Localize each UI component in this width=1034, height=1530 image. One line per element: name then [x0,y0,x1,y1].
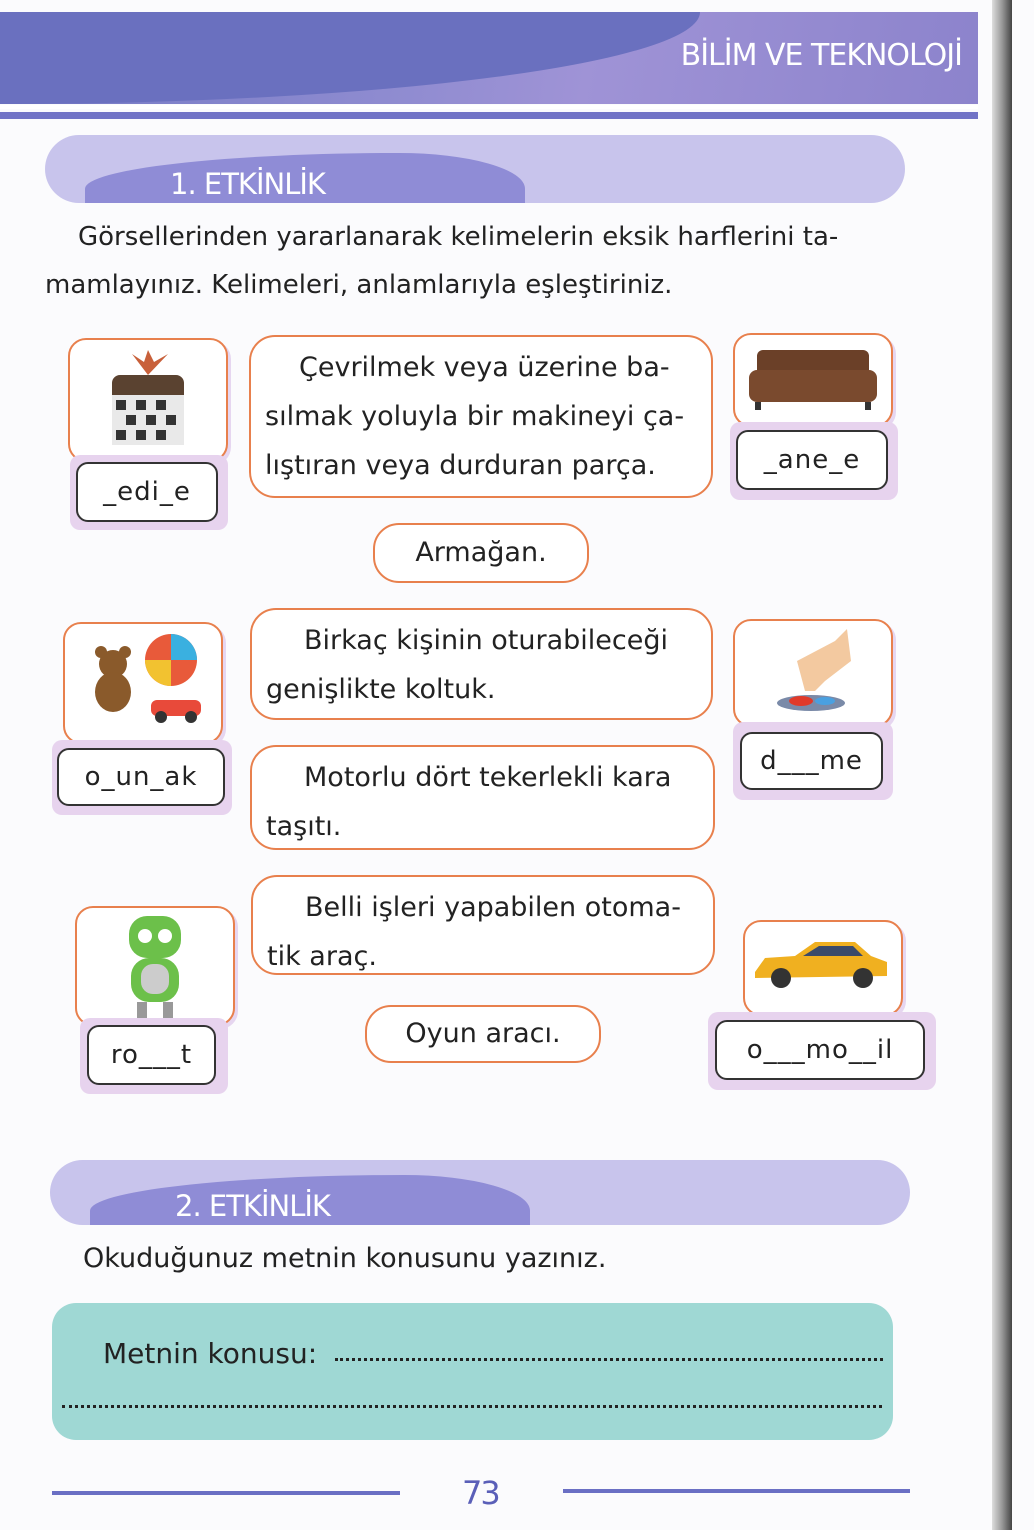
page-number: 73 [462,1474,499,1512]
activity2-title: 2. ETKİNLİK [175,1189,330,1223]
definition-gift[interactable] [373,523,589,583]
definition-switch[interactable] [249,335,713,498]
word-oyuncak-input[interactable]: o_un_ak [57,748,225,806]
book-spine [992,0,1012,1530]
instruction-line: Görsellerinden yararlanarak kelimelerin eksik harflerini ta- [78,222,839,252]
word-dugme-input[interactable]: d___me [740,732,883,790]
definition-line: lıştıran veya durduran parça. [265,450,656,481]
header-stripe [0,105,978,109]
activity1-banner [45,135,905,203]
activity1-title: 1. ETKİNLİK [170,167,325,201]
definition-text: Armağan. [415,537,547,568]
definition-line: taşıtı. [266,811,342,842]
definition-robot[interactable] [251,875,715,975]
word-otomobil-input[interactable]: o___mo__il [715,1020,925,1080]
gift-picture [68,338,228,462]
definition-car[interactable] [250,745,715,850]
word-robot-input[interactable]: ro___t [87,1025,216,1085]
answer-panel [52,1303,893,1440]
chapter-title: BİLİM VE TEKNOLOJİ [680,38,962,73]
topic-label: Metnin konusu: [103,1337,318,1370]
sofa-picture [733,333,893,427]
topic-input-line2[interactable] [62,1405,882,1408]
activity2-instruction: Okuduğunuz metnin konusunu yazınız. [83,1243,607,1274]
car-icon [745,922,901,1014]
sofa-icon [735,335,891,425]
button-picture [733,619,893,727]
topic-input-line1[interactable] [335,1358,883,1361]
definition-text: Oyun aracı. [405,1018,561,1049]
gift-box-icon [70,340,226,460]
footer-rule [563,1489,910,1493]
activity2-banner [50,1160,910,1225]
definition-line: tik araç. [267,941,377,972]
definition-line: genişlikte koltuk. [266,674,496,705]
definition-line: Belli işleri yapabilen otoma- [305,892,681,923]
definition-line: Motorlu dört tekerlekli kara [304,762,672,793]
definition-line: sılmak yoluyla bir makineyi ça- [265,401,685,432]
footer-rule [52,1491,400,1495]
word-hediye-input[interactable]: _edi_e [76,462,218,522]
toys-icon [65,624,221,742]
pressing-button-icon [735,621,891,725]
definition-line: Çevrilmek veya üzerine ba- [299,352,670,383]
word-kanepe-input[interactable]: _ane_e [736,430,888,490]
instruction-line: mamlayınız. Kelimeleri, anlamlarıyla eşleştiriniz. [45,270,673,300]
car-picture [743,920,903,1016]
toys-picture [63,622,223,744]
definition-toy[interactable] [365,1005,601,1063]
robot-icon [77,908,233,1024]
definition-sofa[interactable] [250,608,713,720]
header-stripe [0,112,978,119]
robot-picture [75,906,235,1026]
definition-line: Birkaç kişinin oturabileceği [304,625,668,656]
